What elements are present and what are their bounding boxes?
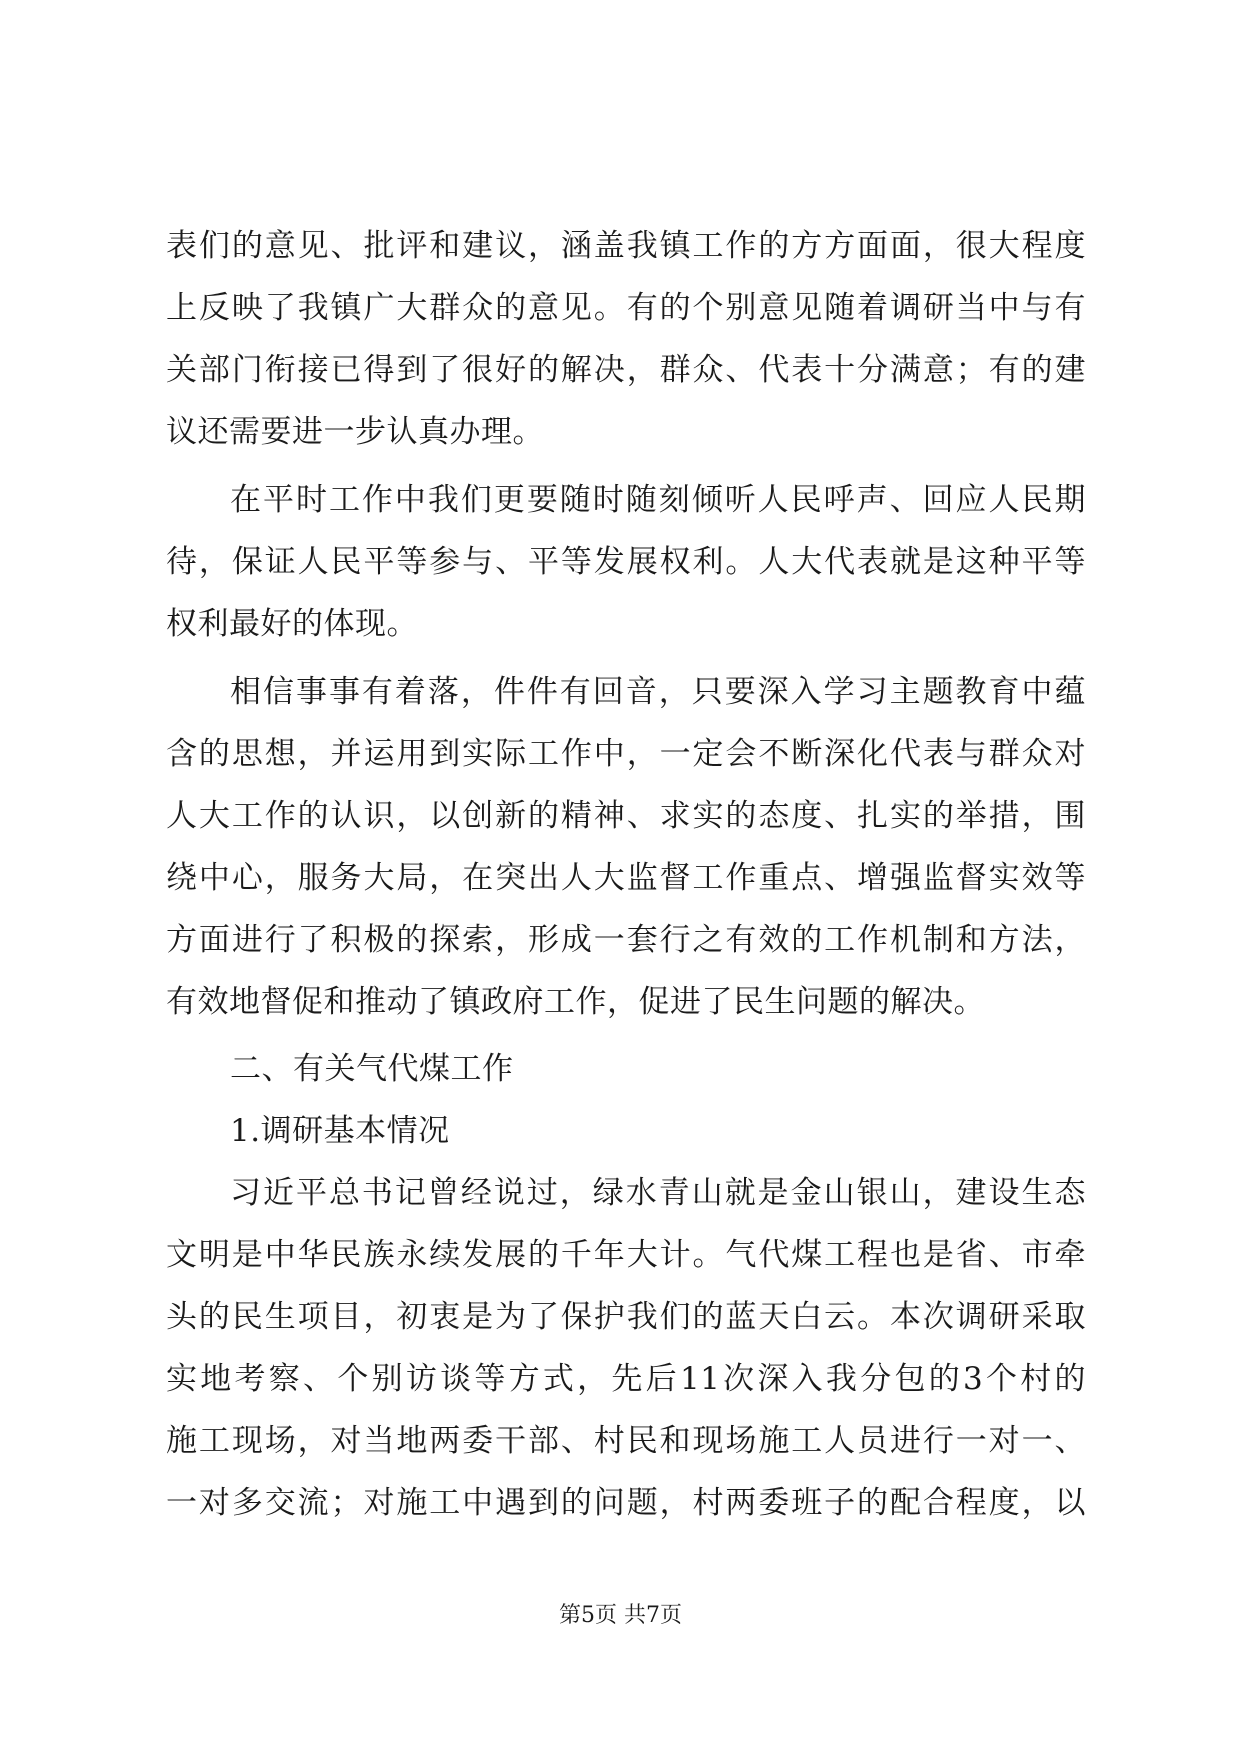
paragraph-line: 有效地督促和推动了镇政府工作，促进了民生问题的解决。	[166, 984, 985, 1020]
paragraph-line: 方面进行了积极的探索，形成一套行之有效的工作机制和方法，	[166, 922, 1086, 958]
paragraph-line: 议还需要进一步认真办理。	[166, 414, 544, 450]
paragraph-line: 权利最好的体现。	[166, 606, 418, 642]
paragraph-line: 关部门衔接已得到了很好的解决，群众、代表十分满意；有的建	[166, 352, 1086, 388]
paragraph-line: 文明是中华民族永续发展的千年大计。气代煤工程也是省、市牵	[166, 1237, 1086, 1273]
paragraph-line: 上反映了我镇广大群众的意见。有的个别意见随着调研当中与有	[166, 290, 1086, 326]
paragraph-line: 绕中心，服务大局，在突出人大监督工作重点、增强监督实效等	[166, 860, 1086, 896]
paragraph-line: 实地考察、个别访谈等方式，先后11次深入我分包的3个村的	[166, 1361, 1086, 1397]
section-heading: 二、有关气代煤工作	[230, 1051, 514, 1087]
page-number-footer: 第5页 共7页	[559, 1603, 682, 1628]
paragraph-line: 待，保证人民平等参与、平等发展权利。人大代表就是这种平等	[166, 544, 1086, 580]
subsection-heading: 1.调研基本情况	[230, 1113, 450, 1149]
paragraph-line: 相信事事有着落，件件有回音，只要深入学习主题教育中蕴	[230, 674, 1086, 710]
paragraph-line: 表们的意见、批评和建议，涵盖我镇工作的方方面面，很大程度	[166, 228, 1086, 264]
paragraph-line: 含的思想，并运用到实际工作中，一定会不断深化代表与群众对	[166, 736, 1086, 772]
paragraph-line: 人大工作的认识，以创新的精神、求实的态度、扎实的举措，围	[166, 798, 1086, 834]
paragraph-line: 在平时工作中我们更要随时随刻倾听人民呼声、回应人民期	[230, 482, 1086, 518]
paragraph-line: 习近平总书记曾经说过，绿水青山就是金山银山，建设生态	[230, 1175, 1086, 1211]
paragraph-line: 头的民生项目，初衷是为了保护我们的蓝天白云。本次调研采取	[166, 1299, 1086, 1335]
paragraph-line: 施工现场，对当地两委干部、村民和现场施工人员进行一对一、	[166, 1423, 1086, 1459]
paragraph-line: 一对多交流；对施工中遇到的问题，村两委班子的配合程度，以	[166, 1485, 1086, 1521]
